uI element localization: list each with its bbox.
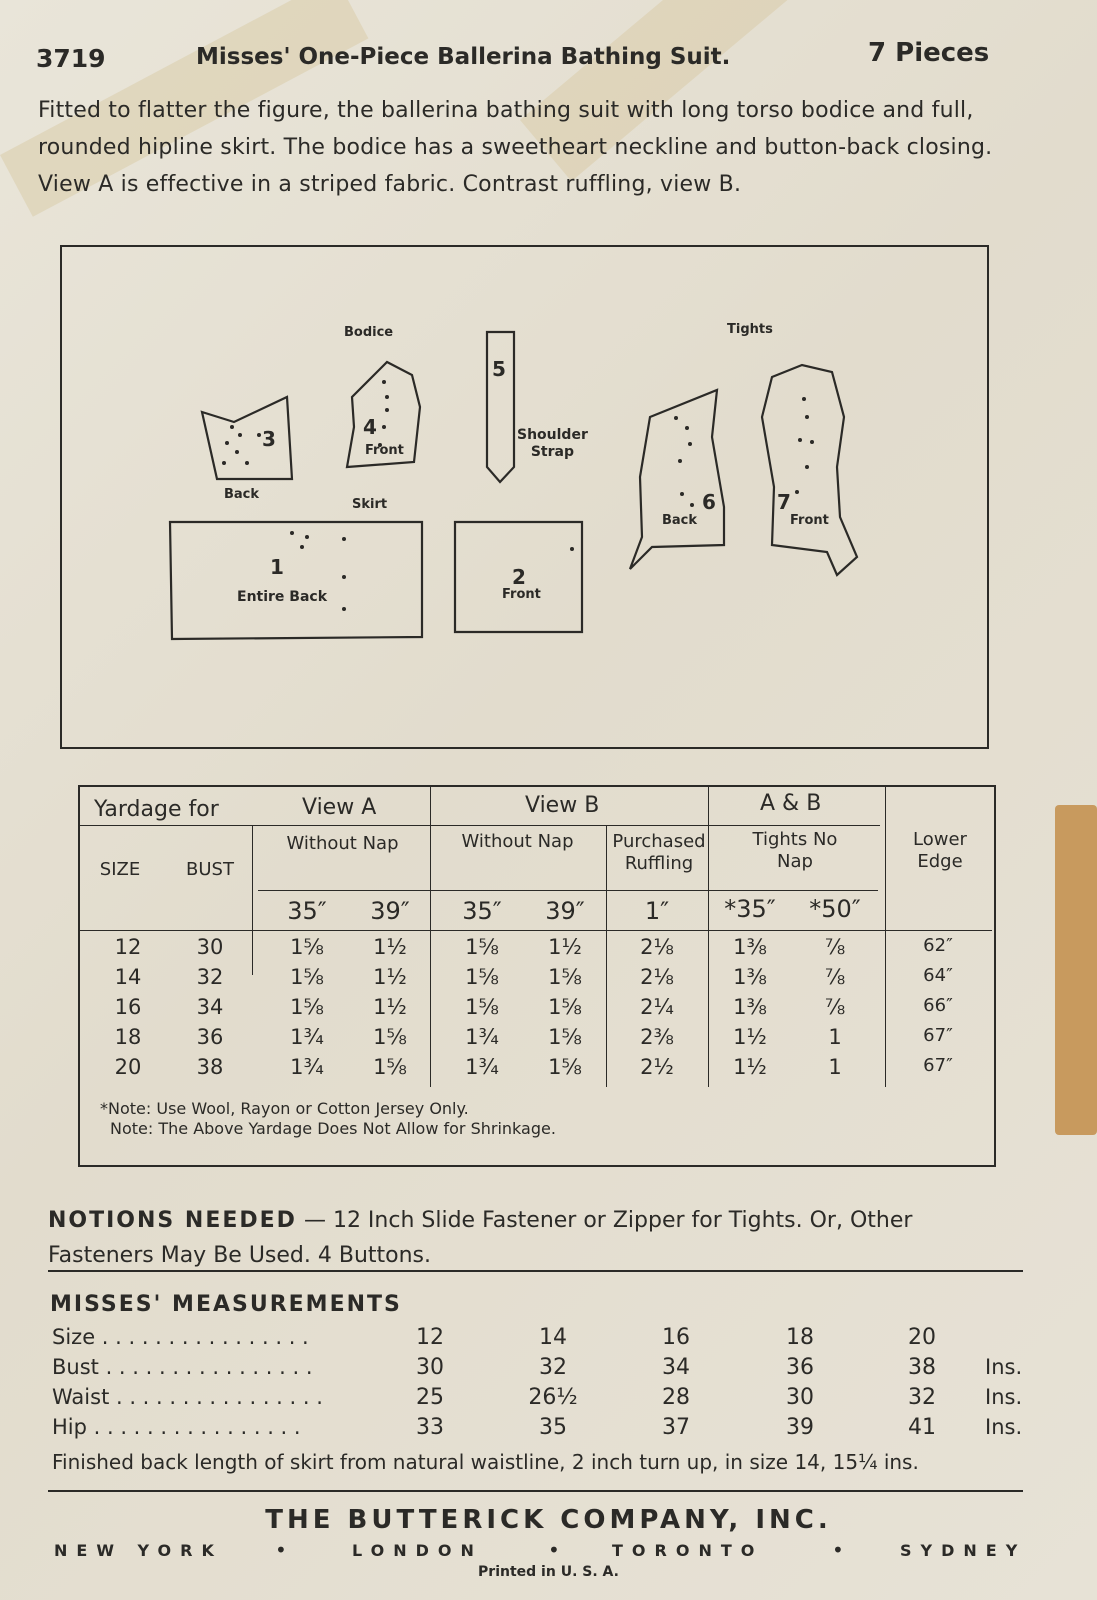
yardage-cell-tights-50: ⅞ [824,995,846,1019]
measurement-value: 35 [539,1415,567,1440]
label-tights-front: Front [790,513,829,528]
pattern-title: Misses' One-Piece Ballerina Bathing Suit. [196,44,731,70]
yardage-cell-bust: 36 [196,1025,224,1049]
measurement-value: 16 [662,1325,690,1350]
label-shoulder: Shoulder [517,427,588,443]
measurement-label: Size . . . . . . . . . . . . . . . . [52,1325,309,1349]
measurement-value: 41 [908,1415,936,1440]
yardage-cell-view-a-39: 1⅝ [373,1055,407,1079]
piece-3-outline [202,397,292,479]
pattern-number: 3719 [36,44,106,73]
width-header: 39″ [370,897,410,925]
yardage-cell-tights-50: ⅞ [824,965,846,989]
measurement-value: 25 [416,1385,444,1410]
yardage-cell-bust: 38 [196,1055,224,1079]
tights-header: Tights No Nap [752,829,838,872]
measurement-value: 36 [786,1355,814,1380]
view-b-nap-header: Without Nap [461,831,574,852]
yardage-cell-view-a-35: 1⅝ [290,935,324,959]
yardage-cell-view-a-39: 1½ [373,965,407,989]
measurement-label: Hip . . . . . . . . . . . . . . . . [52,1415,301,1439]
yardage-cell-lower-edge: 62″ [923,935,953,956]
yardage-cell-ruffling-1: 2⅛ [640,935,674,959]
edge-stain [1055,805,1097,1135]
yardage-cell-tights-50: 1 [828,1055,842,1079]
measurement-value: 38 [908,1355,936,1380]
measurement-value: 37 [662,1415,690,1440]
bullet: • [832,1538,844,1562]
ruffling-header: Purchased Ruffling [612,831,706,874]
pattern-pieces-diagram [60,245,989,749]
description: Fitted to flatter the figure, the ballerina bathing suit with long torso bodice and full, rounded hipline skirt. The bodice has a sweetheart neckline and button-back closing. View A is effective in a striped fabric. Contrast ruffling, view B. [38,98,993,197]
yardage-cell-lower-edge: 66″ [923,995,953,1016]
measurement-value: 33 [416,1415,444,1440]
yardage-cell-ruffling-1: 2½ [640,1055,674,1079]
piece-1-outline [170,522,422,639]
yardage-cell-lower-edge: 67″ [923,1025,953,1046]
yardage-cell-view-b-35: 1¾ [465,1025,499,1049]
yardage-cell-ruffling-1: 2¼ [640,995,674,1019]
yardage-cell-view-b-39: 1⅝ [548,1055,582,1079]
width-header: 35″ [287,897,327,925]
measurement-value: 14 [539,1325,567,1350]
yardage-cell-view-b-35: 1⅝ [465,965,499,989]
view-b-header: View B [525,793,600,818]
yardage-cell-ruffling-1: 2⅛ [640,965,674,989]
piece-4-number: 4 [363,415,377,439]
yardage-cell-view-a-35: 1⅝ [290,965,324,989]
yardage-cell-size: 20 [114,1055,142,1079]
width-header: 35″ [462,897,502,925]
piece-5-outline [487,332,514,482]
yardage-cell-view-a-35: 1⅝ [290,995,324,1019]
yardage-cell-lower-edge: 64″ [923,965,953,986]
piece-2-number: 2 [512,565,526,589]
yardage-cell-lower-edge: 67″ [923,1055,953,1076]
measurement-label: Waist . . . . . . . . . . . . . . . . [52,1385,323,1409]
width-header: *35″ [724,895,776,923]
yardage-cell-tights-35: 1⅜ [733,935,767,959]
yardage-for-header: Yardage for [94,797,219,822]
measurement-value: 12 [416,1325,444,1350]
label-strap: Strap [530,444,574,460]
yardage-cell-tights-35: 1⅜ [733,965,767,989]
a-b-header: A & B [760,791,822,816]
measurement-unit: Ins. [985,1385,1023,1409]
piece-3-number: 3 [262,427,276,451]
yardage-cell-size: 14 [114,965,142,989]
yardage-cell-view-b-35: 1⅝ [465,995,499,1019]
pieces-drawing [62,247,987,747]
yardage-cell-view-b-39: 1½ [548,935,582,959]
note-shrinkage: Note: The Above Yardage Does Not Allow for Shrinkage. [110,1119,556,1138]
city-new-york: NEW YORK [54,1541,223,1560]
yardage-cell-bust: 32 [196,965,224,989]
yardage-cell-size: 12 [114,935,142,959]
label-bodice-front: Front [365,443,404,458]
label-shoulder-strap [517,427,588,461]
lower-edge-header: Lower Edge [913,829,967,872]
yardage-cell-tights-35: 1½ [733,1025,767,1049]
width-header: 39″ [545,897,585,925]
yardage-cell-view-b-39: 1⅝ [548,965,582,989]
yardage-cell-view-a-39: 1½ [373,995,407,1019]
piece-7-outline [762,365,857,575]
measurement-value: 32 [908,1385,936,1410]
measurement-value: 30 [786,1385,814,1410]
notions-needed [48,1203,1023,1273]
label-skirt-front: Front [502,587,541,602]
piece-5-number: 5 [492,357,506,381]
yardage-cell-view-b-39: 1⅝ [548,1025,582,1049]
yardage-cell-view-a-39: 1⅝ [373,1025,407,1049]
measurement-value: 34 [662,1355,690,1380]
printed-in: Printed in U. S. A. [478,1564,619,1580]
notions-text: — 12 Inch Slide Fastener or Zipper for Tights. Or, Other Fasteners May Be Used. 4 Buttons. [48,1208,913,1268]
bust-col-header: BUST [186,859,234,880]
yardage-cell-size: 18 [114,1025,142,1049]
measurement-value: 26½ [528,1385,578,1410]
size-col-header: SIZE [99,859,141,880]
measurement-value: 32 [539,1355,567,1380]
yardage-cell-view-b-35: 1⅝ [465,935,499,959]
note-jersey: *Note: Use Wool, Rayon or Cotton Jersey Only. [100,1099,469,1118]
label-tights-back: Back [662,513,698,528]
yardage-cell-bust: 34 [196,995,224,1019]
city-sydney: SYDNEY [900,1541,1027,1560]
yardage-cell-view-b-35: 1¾ [465,1055,499,1079]
piece-6-number: 6 [702,490,716,514]
label-bodice: Bodice [344,325,394,340]
yardage-cell-tights-35: 1½ [733,1055,767,1079]
company-name: THE BUTTERICK COMPANY, INC. [265,1505,832,1535]
yardage-cell-tights-35: 1⅜ [733,995,767,1019]
piece-7-number: 7 [777,490,791,514]
measurement-unit: Ins. [985,1355,1023,1379]
measurement-unit: Ins. [985,1415,1023,1439]
finished-length-note: Finished back length of skirt from natural waistline, 2 inch turn up, in size 14, 15¼ ins. [52,1450,919,1474]
bullet: • [275,1538,287,1562]
measurement-value: 20 [908,1325,936,1350]
measurement-value: 39 [786,1415,814,1440]
label-entire-back: Entire Back [237,589,328,605]
yardage-cell-view-a-39: 1½ [373,935,407,959]
piece-count: 7 Pieces [868,38,990,68]
notions-heading: NOTIONS NEEDED [48,1208,297,1233]
measurement-label: Bust . . . . . . . . . . . . . . . . [52,1355,313,1379]
bullet: • [548,1538,560,1562]
width-header: 1″ [644,897,670,925]
yardage-cell-size: 16 [114,995,142,1019]
yardage-cell-view-b-39: 1⅝ [548,995,582,1019]
yardage-cell-tights-50: ⅞ [824,935,846,959]
yardage-cell-view-a-35: 1¾ [290,1055,324,1079]
measurements-title: MISSES' MEASUREMENTS [50,1292,402,1317]
label-skirt: Skirt [352,497,388,512]
view-a-header: View A [302,795,377,820]
measurement-value: 28 [662,1385,690,1410]
yardage-cell-view-a-35: 1¾ [290,1025,324,1049]
measurement-value: 30 [416,1355,444,1380]
label-bodice-back: Back [224,487,260,502]
piece-1-number: 1 [270,555,284,579]
city-london: LONDON [352,1541,483,1560]
yardage-table [78,785,996,1167]
label-tights: Tights [727,322,773,337]
city-toronto: TORONTO [612,1541,764,1560]
yardage-cell-bust: 30 [196,935,224,959]
yardage-cell-tights-50: 1 [828,1025,842,1049]
width-header: *50″ [809,895,861,923]
yardage-cell-ruffling-1: 2⅜ [640,1025,674,1049]
view-a-nap-header: Without Nap [286,833,399,854]
measurement-value: 18 [786,1325,814,1350]
